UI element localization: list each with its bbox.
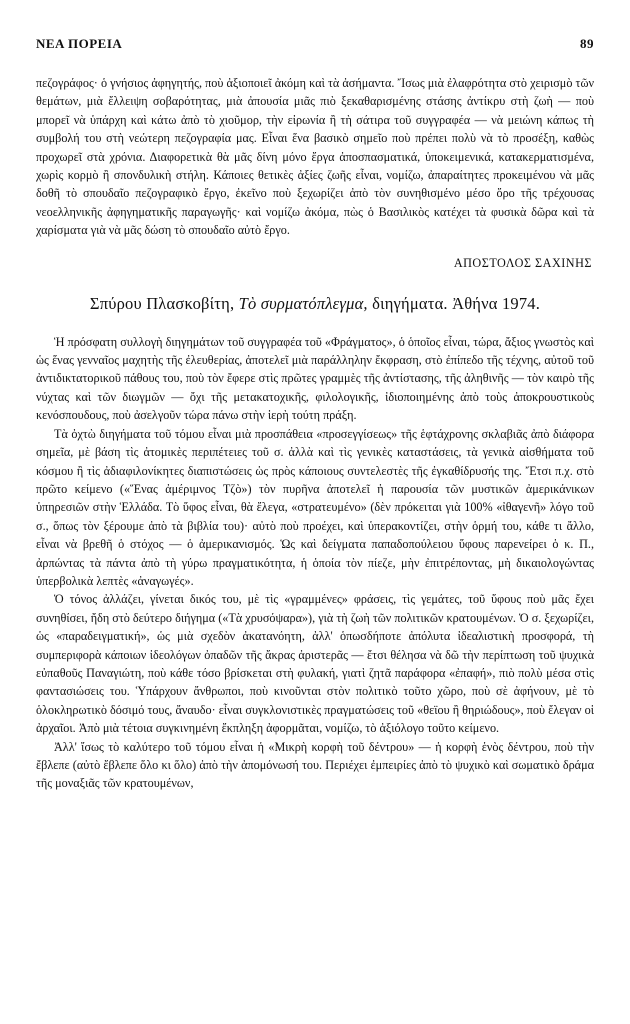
previous-review-closing-paragraph: πεζογράφος· ὁ γνήσιος ἀφηγητής, ποὺ ἀξιοποιεῖ ἀκόμη καὶ τὰ ἀσήμαντα. Ἴσως μιὰ ἐλαφρότητα στὸ χειρισμὸ τῶν θεμάτων, μιὰ ἔλλειψη σοβαρότητας, μιὰ ἀπουσία μιᾶς πιὸ ξεκαθαρισμένης στάσης ἀντίκρυ στὴ ζωὴ — ποὺ μπορεῖ νὰ ὑπάρχη καὶ κάτω ἀπὸ τὸ χιοῦμορ, τὴν εἰρωνία ἢ τὴ σάτιρα τοῦ συγγραφέα — νὰ μειώνη κάπως τὴ συμβολή του στὴ νεώτερη πεζογραφία μας. Εἶναι ἕνα βασικὸ σημεῖο ποὺ πρέπει πολὺ νὰ τὸ προσέξη, καθὼς προχωρεῖ στὰ χρόνια. Διαφορετικὰ θὰ μᾶς δίνη μόνο ἔργα ἀποσπασματικά, ὑποκειμενικά, κατακερματισμένα, χωρὶς κορμὸ ἢ σπονδυλικὴ στήλη. Κάποιες θετικὲς ἀξίες ζωῆς εἶναι, νομίζω, ἀπαραίτητες προκειμένου νὰ μᾶς δοθῆ τὸ σπουδαῖο πεζογραφικὸ ἔργο, ἐκεῖνο ποὺ ξεχωρίζει ἀπὸ τὸν συνηθισμένο μέσο ὅρο τῆς τρέχουσας νεοελληνικῆς ἀφηγηματικῆς παραγωγῆς· καὶ νομίζω ἀκόμα, πὼς ὁ Βασιλικὸς κατέχει τὰ φυσικὰ δῶρα καὶ τὰ χαρίσματα γιὰ νὰ μᾶς δώση τὸ σπουδαῖο αὐτὸ ἔργο. — [36, 76, 594, 238]
review-paragraph-2: Τὰ ὀχτὼ διηγήματα τοῦ τόμου εἶναι μιὰ προσπάθεια «προσεγγίσεως» τῆς ἑφτάχρονης σκλαβιᾶς ἀπὸ διάφορα σημεῖα, μὲ βάση τὶς ἀτομικὲς περιπέτειες τοῦ σ. ἀλλὰ καὶ τὶς γενικὲς καταστάσεις, τὰ γενικὰ αἰσθήματα τοῦ κόσμου ἢ τὶς ἀδιαφιλονίκητες διαπιστώσεις ὡς πρὸς κάποιους συντελεστὲς τῆς ἐγκαθίδρυσής της. Ἔτσι π.χ. στὸ πρῶτο κείμενο («Ἕνας ἀμέριμνος Τζὸ») τὸν πυρῆνα ἀποτελεῖ ἡ παρουσία τῶν μυστικῶν ἀμερικάνικων ὑπηρεσιῶν στὴν Ἑλλάδα. Τὸ ὕφος εἶναι, θὰ ἔλεγα, «στρατευμένο» (δὲν πρόκειται γιὰ 100% «ἰθαγενῆ» λόγο τοῦ σ., ὅπως τὸν ξέρουμε ἀπὸ τὰ βιβλία του)· αὐτὸ ποὺ προέχει, καὶ ὑπερακοντίζει, στὴν ὁρμή του, κάθε τι ἄλλο, εἶναι νὰ βρεθῆ ὁ στόχος — ὁ ἀμερικανισμός. Ὡς καὶ δείγματα παπαδοπούλειου ὕφους παρενείρει ὁ κ. Π., ἀρπώντας τὰ πάντα ἀπὸ τὴ γύρω πραγματικότητα, ἡ ὁποία τὸν πίεζε, μὴν ἐπιτρέποντας, μὴ δικαιολογώντας ὑπερβολικὰ λεπτὲς «ἀναγωγές». — [36, 426, 594, 588]
book-title: Τὸ συρματόπλεγμα, — [238, 293, 368, 313]
review-paragraph-4: Ἀλλ' ἴσως τὸ καλύτερο τοῦ τόμου εἶναι ἡ «Μικρὴ κορφὴ τοῦ δέντρου» — ἡ κορφὴ ἑνὸς δέντρου, ποὺ τὴν ἔβλεπε (αὐτὸ ἔβλεπε ὅλο κι ὅλο) ἀπὸ τὴν ἀπομόνωσή του. Περιέχει ἐμπειρίες ἀπὸ τὸ ψυχικὸ καὶ σωματικὸ δράμα τῆς μοναξιᾶς τῶν κρατουμένων, — [36, 739, 594, 791]
book-genre: διηγήματα. — [372, 293, 448, 313]
book-author: Σπύρου Πλασκοβίτη, — [89, 293, 235, 313]
journal-title: ΝΕΑ ΠΟΡΕΙΑ — [36, 36, 123, 51]
review-paragraph-3: Ὁ τόνος ἀλλάζει, γίνεται δικός του, μὲ τὶς «γραμμένες» φράσεις, τὶς γεμάτες, τοῦ ὕφους ποὺ μᾶς ἔχει συνηθίσει, ἤδη στὸ δεύτερο διήγημα («Τὰ χρυσόψαρα»), γιὰ τὴ ζωὴ τῶν πολιτικῶν κρατουμένων. Ὁ σ. ξεχωρίζει, ὡς «παραδειγματική», ὡς μιὰ σχεδὸν ἀκατανόητη, ἀλλ' ὁπωσδήποτε ἀπόλυτα ἰδεαλιστικὴ προσφορά, τὴ συμπεριφορὰ κάποιων ἰδεολόγων ὀπαδῶν τῆς ἄκρας ἀριστερᾶς — ἔτσι θέλησα νὰ δῶ τὴν περίπτωση τοῦ ψυχικὰ εὐπαθοῦς Παναγιώτη, ποὺ κάθε τόσο βρίσκεται στὴ φυλακή, γιατὶ ζητᾶ παράφορα «ἐπαφή», πιὸ πολὺ μέσα στὶς φαντασιώσεις του. Ὑπάρχουν ἄνθρωποι, ποὺ κινοῦνται στὸν πολιτικὸ τοῦτο χῶρο, ποὺ σὲ ἀφήνουν, μὲ τὸ ὁλοκληρωτικὸ δόσιμό τους, ἄναυδο· εἶναι συγκλονιστικὲς πραγματώσεις τοῦ «θεϊου ἢ θηριώδους», ποὺ ἔλεγαν οἱ ἀρχαῖοι. Ἀπὸ μιὰ τέτοια συγκινημένη ἔκπληξη ἀφορμᾶται, νομίζω, τὸ ἀξιόλογο τοῦτο κείμενο. — [36, 592, 594, 736]
review-heading — [36, 293, 594, 315]
page-number: 89 — [580, 36, 594, 51]
reviewer-signature: ΑΠΟΣΤΟΛΟΣ ΣΑΧΙΝΗΣ — [453, 255, 592, 270]
review-paragraph-1: Ἡ πρόσφατη συλλογὴ διηγημάτων τοῦ συγγραφέα τοῦ «Φράγματος», ὁ ὁποῖος εἶναι, τώρα, ἄξιος γνωστὸς καὶ ὡς ἕνας γενναῖος μαχητὴς τῆς ἐλευθερίας, ἀποτελεῖ μιὰ παράλληλην ἔκφραση, στὸ ἐπίπεδο τῆς τέχνης, αὐτοῦ τοῦ ἀντιδικτατορικοῦ πάθους του, ποὺ τὸν ἔφερε στὶς πρῶτες γραμμὲς τῆς ἀντίστασης, τῆς ἀληθινῆς — τὸν καιρὸ τῆς νύχτας καὶ τῶν διωγμῶν — ὄχι τῆς μετακατοχικῆς, φιλολογικῆς, ἰδιοποιημένης ἀπὸ τοὺς ἀποκρουστικοὺς κενόσπουδους, ποὺ ἀσελγοῦν τώρα πάνω στὴν ἱερὴ τούτη πράξη. — [36, 334, 594, 423]
page — [36, 36, 594, 793]
running-head — [36, 36, 594, 52]
publication-info: Ἀθήνα 1974. — [452, 293, 541, 313]
